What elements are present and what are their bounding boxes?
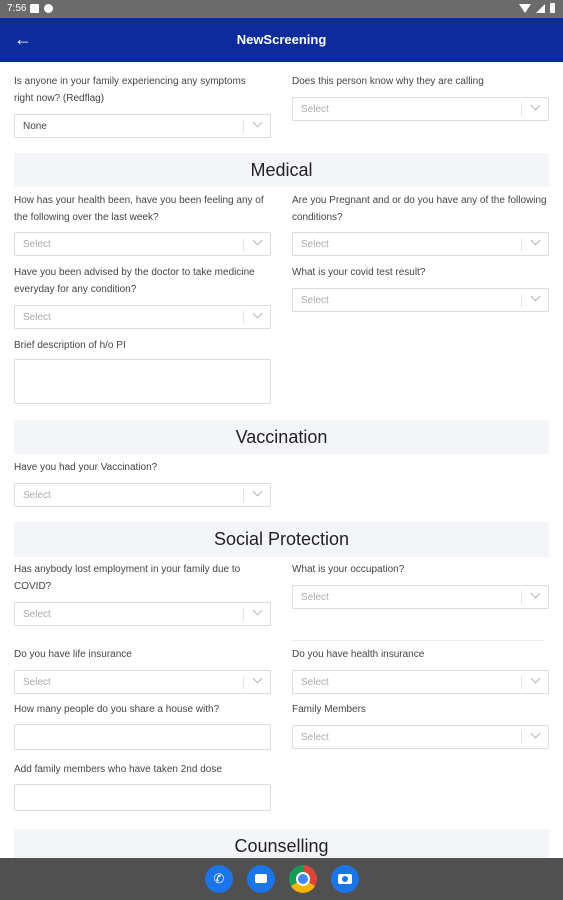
select-separator bbox=[521, 238, 522, 251]
section-social-protection: Social Protection bbox=[14, 522, 549, 557]
family-members-question: Family Members bbox=[292, 704, 366, 715]
screening-form[interactable] bbox=[0, 62, 563, 858]
camera-app[interactable] bbox=[331, 865, 359, 893]
signal-icon bbox=[536, 4, 545, 13]
health-select[interactable] bbox=[14, 232, 271, 256]
covid-test-placeholder: Select bbox=[301, 295, 329, 306]
life-insurance-placeholder: Select bbox=[23, 677, 51, 688]
chevron-down-icon bbox=[253, 487, 263, 497]
redflag-value: None bbox=[23, 121, 47, 132]
select-separator bbox=[521, 294, 522, 307]
select-separator bbox=[521, 103, 522, 116]
life-insurance-question: Do you have life insurance bbox=[14, 649, 132, 660]
messages-icon bbox=[255, 874, 267, 883]
redflag-select[interactable] bbox=[14, 114, 271, 138]
battery-icon bbox=[550, 3, 555, 13]
chevron-down-icon bbox=[531, 589, 541, 599]
chevron-down-icon bbox=[531, 236, 541, 246]
medicine-select[interactable] bbox=[14, 305, 271, 329]
back-arrow-icon[interactable]: ← bbox=[14, 29, 32, 49]
chevron-down-icon bbox=[253, 674, 263, 684]
select-separator bbox=[243, 608, 244, 621]
health-insurance-placeholder: Select bbox=[301, 677, 329, 688]
life-insurance-select[interactable] bbox=[14, 670, 271, 694]
health-insurance-question: Do you have health insurance bbox=[292, 649, 425, 660]
select-separator bbox=[243, 489, 244, 502]
share-house-field[interactable] bbox=[14, 724, 271, 750]
lost-employment-placeholder: Select bbox=[23, 609, 51, 620]
chevron-down-icon bbox=[531, 729, 541, 739]
chat-notification-icon bbox=[44, 4, 53, 13]
chevron-down-icon bbox=[253, 309, 263, 319]
vaccination-select[interactable] bbox=[14, 483, 271, 507]
select-separator bbox=[243, 311, 244, 324]
chrome-app[interactable] bbox=[289, 865, 317, 893]
health-placeholder: Select bbox=[23, 239, 51, 250]
phone-app[interactable] bbox=[205, 865, 233, 893]
chevron-down-icon bbox=[531, 292, 541, 302]
share-house-question: How many people do you share a house with? bbox=[14, 704, 220, 715]
section-counselling: Counselling bbox=[14, 829, 549, 858]
chevron-down-icon bbox=[531, 674, 541, 684]
pregnant-question: Are you Pregnant and or do you have any of the following conditions? bbox=[292, 195, 547, 223]
chrome-center bbox=[298, 874, 308, 884]
select-separator bbox=[243, 238, 244, 251]
divider bbox=[292, 640, 543, 641]
select-separator bbox=[243, 676, 244, 689]
occupation-select[interactable] bbox=[292, 585, 549, 609]
lost-employment-question: Has anybody lost employment in your family due to COVID? bbox=[14, 564, 241, 592]
status-bar bbox=[0, 0, 563, 18]
chevron-down-icon bbox=[531, 101, 541, 111]
camera-lens bbox=[342, 876, 348, 882]
messages-app[interactable] bbox=[247, 865, 275, 893]
occupation-placeholder: Select bbox=[301, 592, 329, 603]
wifi-icon bbox=[519, 4, 531, 13]
pregnant-select[interactable] bbox=[292, 232, 549, 256]
covid-test-select[interactable] bbox=[292, 288, 549, 312]
occupation-question: What is your occupation? bbox=[292, 564, 405, 575]
second-dose-field[interactable] bbox=[14, 784, 271, 811]
medicine-placeholder: Select bbox=[23, 312, 51, 323]
know-why-placeholder: Select bbox=[301, 104, 329, 115]
brief-description-field[interactable] bbox=[14, 359, 271, 404]
health-question: How has your health been, have you been feeling any of the following over the last week? bbox=[14, 195, 264, 223]
status-time: 7:56 bbox=[7, 3, 27, 14]
select-separator bbox=[521, 731, 522, 744]
vaccination-question: Have you had your Vaccination? bbox=[14, 462, 158, 473]
section-vaccination: Vaccination bbox=[14, 420, 549, 454]
status-icons bbox=[519, 3, 555, 13]
brief-question: Brief description of h/o PI bbox=[14, 340, 126, 351]
redflag-question: Is anyone in your family experiencing any symptoms right now? (Redflag) bbox=[14, 76, 246, 104]
family-members-placeholder: Select bbox=[301, 732, 329, 743]
select-separator bbox=[521, 676, 522, 689]
select-separator bbox=[521, 591, 522, 604]
second-dose-question: Add family members who have taken 2nd dose bbox=[14, 764, 222, 775]
health-insurance-select[interactable] bbox=[292, 670, 549, 694]
know-why-question: Does this person know why they are calling bbox=[292, 76, 484, 87]
app-bar bbox=[0, 18, 563, 62]
chevron-down-icon bbox=[253, 606, 263, 616]
know-why-select[interactable] bbox=[292, 97, 549, 121]
chevron-down-icon bbox=[253, 118, 263, 128]
notification-icon bbox=[30, 4, 39, 13]
covid-test-question: What is your covid test result? bbox=[292, 267, 426, 278]
navigation-bar bbox=[0, 858, 563, 900]
section-medical: Medical bbox=[14, 153, 549, 187]
pregnant-placeholder: Select bbox=[301, 239, 329, 250]
phone-icon: ✆ bbox=[213, 871, 225, 886]
vaccination-placeholder: Select bbox=[23, 490, 51, 501]
family-members-select[interactable] bbox=[292, 725, 549, 749]
page-title: NewScreening bbox=[236, 32, 327, 47]
select-separator bbox=[243, 120, 244, 133]
chevron-down-icon bbox=[253, 236, 263, 246]
lost-employment-select[interactable] bbox=[14, 602, 271, 626]
medicine-question: Have you been advised by the doctor to take medicine everyday for any condition? bbox=[14, 267, 255, 295]
